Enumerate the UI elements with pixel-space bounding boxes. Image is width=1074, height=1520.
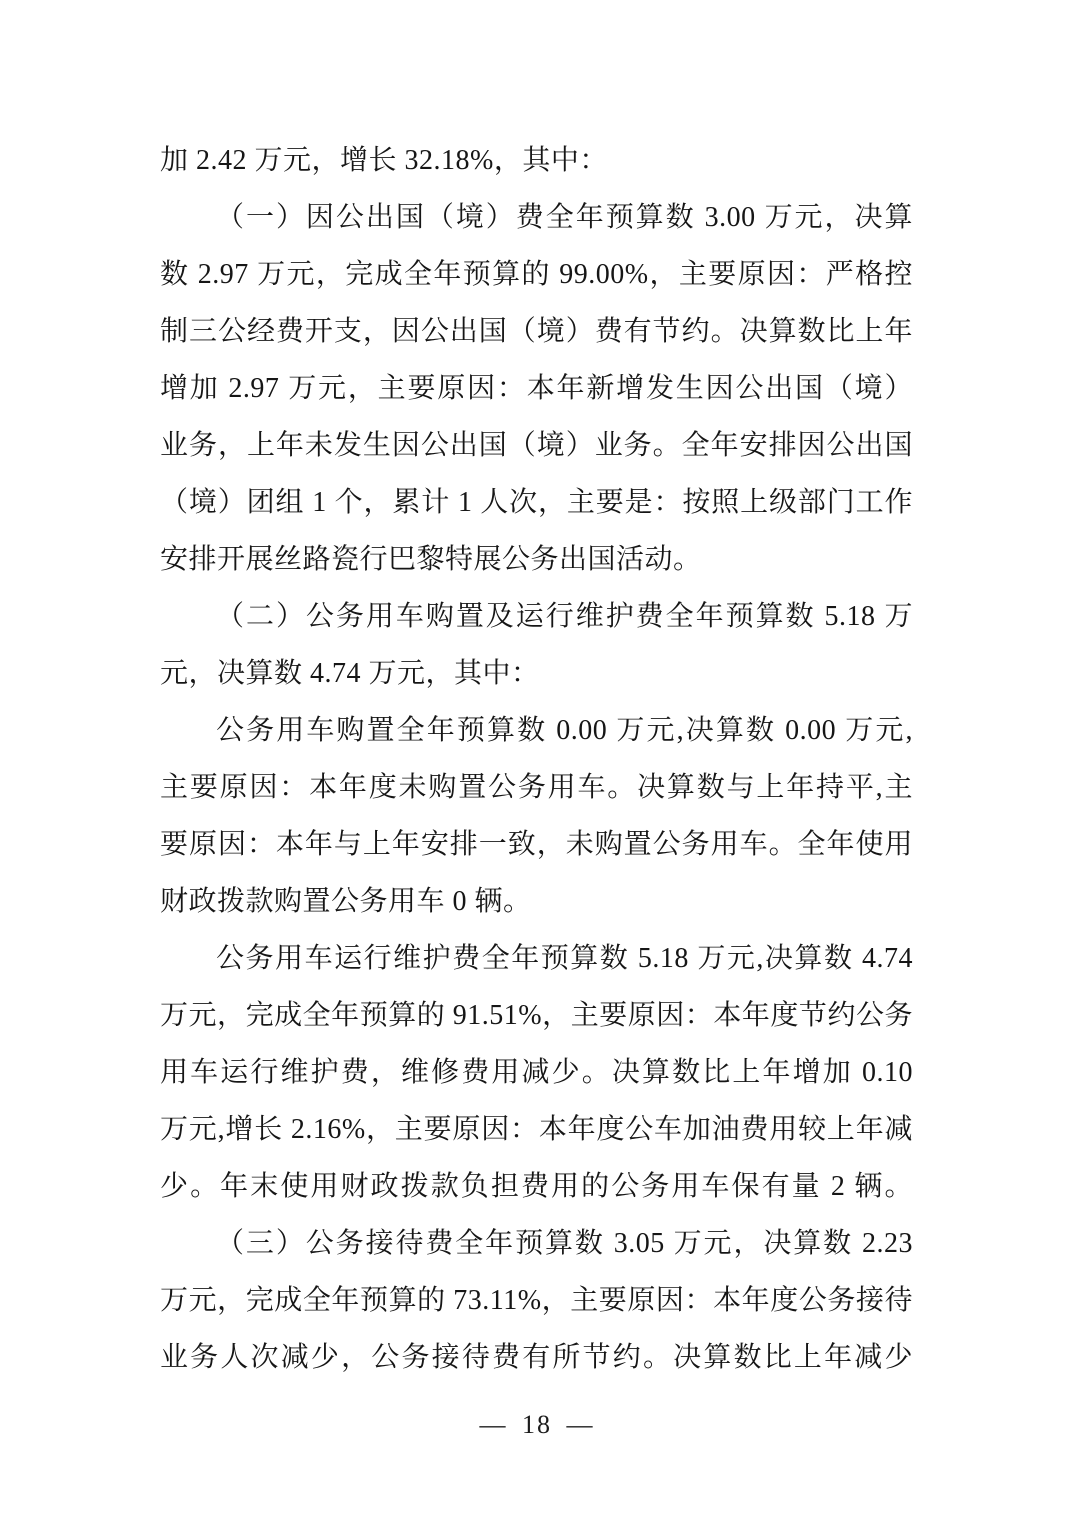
document-line: 元，决算数 4.74 万元，其中： [160, 658, 540, 689]
document-line: 用车运行维护费，维修费用减少。决算数比上年增加 0.10 [160, 1057, 913, 1088]
document-line: 加 2.42 万元，增长 32.18%，其中： [160, 145, 608, 176]
document-line: 业务，上年未发生因公出国（境）业务。全年安排因公出国 [160, 430, 913, 461]
document-line: 公务用车运行维护费全年预算数 5.18 万元,决算数 4.74 [216, 943, 913, 974]
document-line: （一）因公出国（境）费全年预算数 3.00 万元，决算 [216, 202, 913, 233]
document-line: （二）公务用车购置及运行维护费全年预算数 5.18 万 [216, 601, 913, 632]
document-line: 财政拨款购置公务用车 0 辆。 [160, 886, 532, 917]
document-line: 万元,增长 2.16%，主要原因：本年度公车加油费用较上年减 [160, 1114, 913, 1145]
document-line: （境）团组 1 个，累计 1 人次，主要是：按照上级部门工作 [160, 487, 913, 518]
document-line: 主要原因：本年度未购置公务用车。决算数与上年持平,主 [160, 772, 913, 803]
document-line: （三）公务接待费全年预算数 3.05 万元，决算数 2.23 [216, 1228, 913, 1259]
document-line: 公务用车购置全年预算数 0.00 万元,决算数 0.00 万元, [216, 715, 913, 746]
document-line: 数 2.97 万元，完成全年预算的 99.00%，主要原因：严格控 [160, 259, 913, 290]
document-line: 增加 2.97 万元，主要原因：本年新增发生因公出国（境） [160, 373, 913, 404]
page-number: — 18 — [479, 1410, 595, 1439]
document-line: 少。年末使用财政拨款负担费用的公务用车保有量 2 辆。 [160, 1171, 913, 1202]
document-line: 万元，完成全年预算的 91.51%，主要原因：本年度节约公务 [160, 1000, 913, 1031]
document-line: 万元，完成全年预算的 73.11%，主要原因：本年度公务接待 [160, 1285, 913, 1316]
document-line: 业务人次减少，公务接待费有所节约。决算数比上年减少 [160, 1342, 913, 1373]
document-line: 要原因：本年与上年安排一致，未购置公务用车。全年使用 [160, 829, 913, 860]
page-footer [0, 1405, 1074, 1445]
document-line: 安排开展丝路瓷行巴黎特展公务出国活动。 [160, 544, 702, 575]
document-body [160, 132, 913, 1386]
document-line: 制三公经费开支，因公出国（境）费有节约。决算数比上年 [160, 316, 913, 347]
